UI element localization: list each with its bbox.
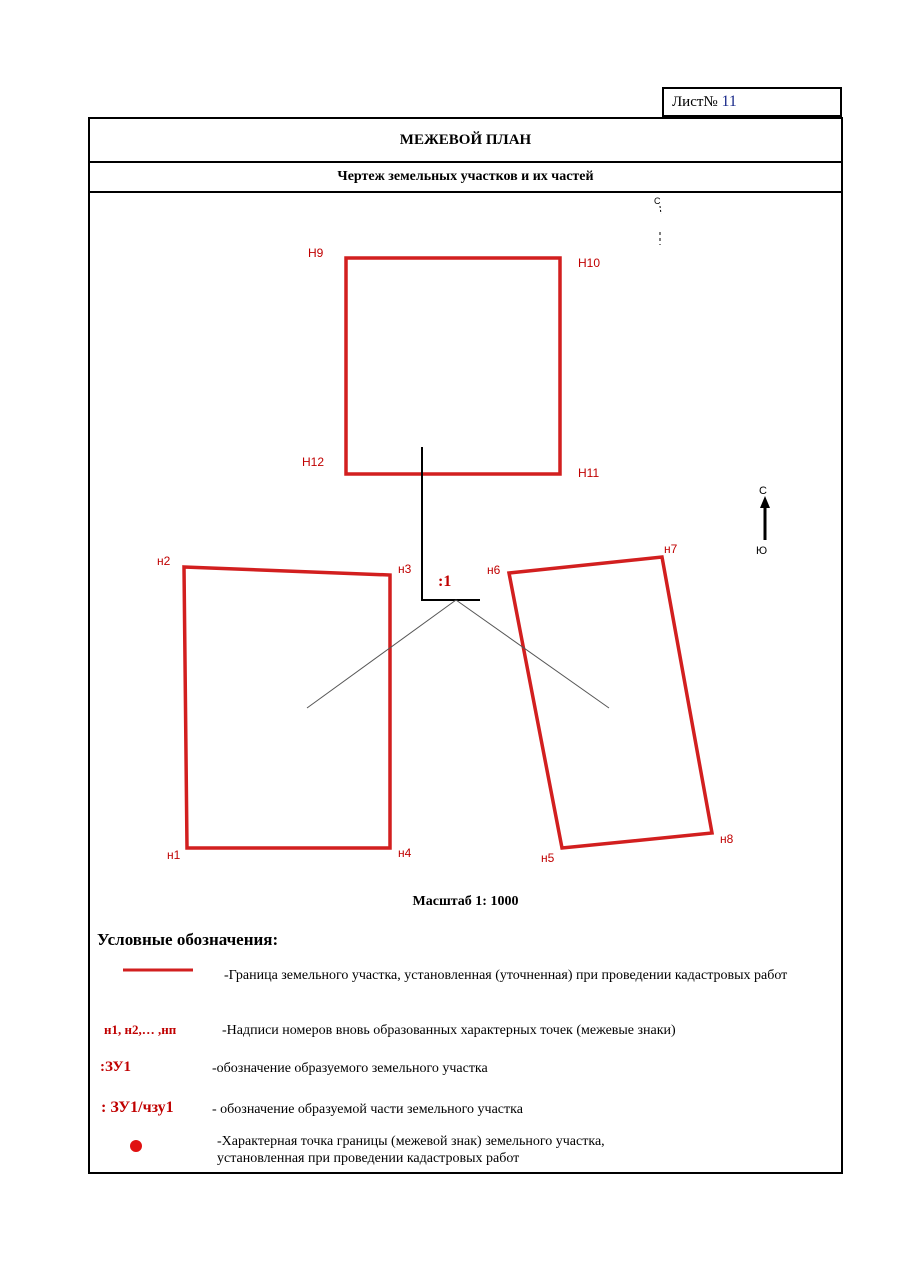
legend-text-point: -Характерная точка границы (межевой знак) земельного участка, установленная при проведении кадастровых работ xyxy=(217,1134,605,1166)
legend-text-boundary: -Граница земельного участка, установленная (уточненная) при проведении кадастровых работ xyxy=(224,968,788,983)
document-subtitle: Чертеж земельных участков и их частей xyxy=(88,163,843,193)
point-label-n2: н2 xyxy=(157,554,171,568)
legend-symbol-point-names: н1, н2,… ,нп xyxy=(104,1022,177,1037)
point-label-n8: н8 xyxy=(720,832,734,846)
point-label-H10: Н10 xyxy=(578,256,601,270)
document-title: МЕЖЕВОЙ ПЛАН xyxy=(88,117,843,163)
point-label-H11: Н11 xyxy=(578,466,600,480)
point-label-H9: Н9 xyxy=(308,246,324,260)
north-label: С xyxy=(759,485,767,497)
leader-branch-left xyxy=(307,600,456,708)
parcel-boundary-top xyxy=(346,258,560,474)
legend-text-point-names: -Надписи номеров вновь образованных характерных точек (межевые знаки) xyxy=(222,1023,676,1038)
point-label-n1: н1 xyxy=(167,848,181,862)
point-label-n7: н7 xyxy=(664,542,678,556)
legend-symbol-parcel: :ЗУ1 xyxy=(100,1059,132,1075)
parcel-label: :1 xyxy=(438,573,452,590)
scale-label: Масштаб 1: 1000 xyxy=(412,894,519,909)
legend-text-parcel: -обозначение образуемого земельного участка xyxy=(212,1061,488,1076)
south-label: Ю xyxy=(756,545,768,557)
point-label-n5: н5 xyxy=(541,851,555,865)
north-arrow xyxy=(756,485,770,557)
legend-title: Условные обозначения: xyxy=(97,930,279,949)
point-label-n3: н3 xyxy=(398,562,412,576)
point-label-n6: н6 xyxy=(487,563,501,577)
point-label-n4: н4 xyxy=(398,846,412,860)
sheet-label: Лист№ xyxy=(672,94,718,110)
parcel-boundary-left xyxy=(184,567,390,848)
corner-mark: С xyxy=(654,196,661,206)
legend-point-dot-symbol xyxy=(130,1140,142,1152)
parcel-boundary-right xyxy=(509,557,712,848)
legend-symbol-parcel-part: : ЗУ1/чзу1 xyxy=(101,1099,174,1116)
corner-tick xyxy=(660,206,661,214)
north-arrow-head xyxy=(760,496,770,508)
sheet-number: 11 xyxy=(721,93,737,110)
point-label-H12: Н12 xyxy=(302,455,325,469)
legend-text-parcel-part: - обозначение образуемой части земельного участка xyxy=(212,1102,523,1117)
